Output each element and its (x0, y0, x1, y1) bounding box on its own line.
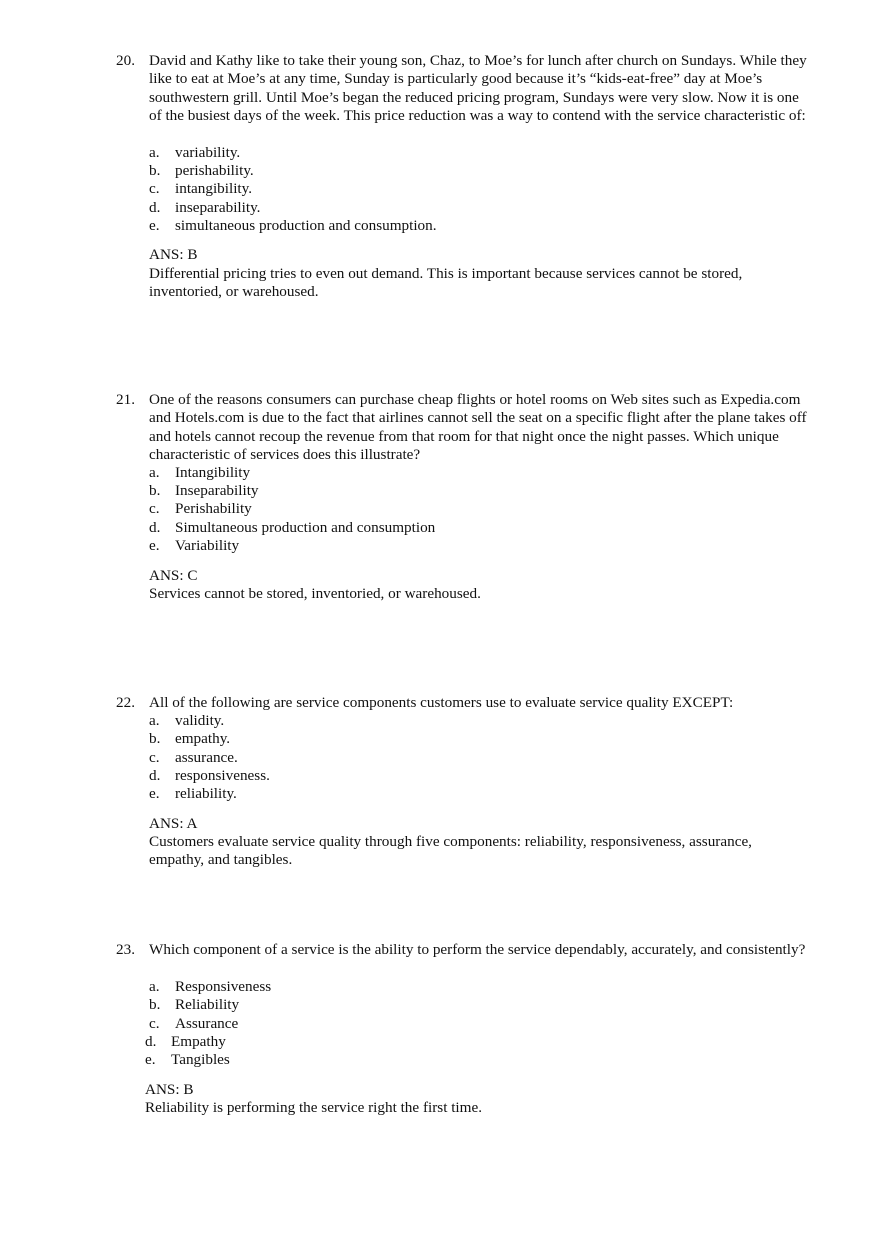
question-number: 20. (116, 52, 135, 69)
option-letter: a. (149, 712, 160, 729)
option-text: Simultaneous production and consumption (175, 519, 436, 536)
answer-explanation: Reliability is performing the service right the first time. (145, 1099, 482, 1116)
option-text: Empathy (171, 1033, 226, 1050)
option-letter: b. (149, 730, 161, 747)
option-letter: d. (149, 767, 161, 784)
option-text: intangibility. (175, 180, 253, 197)
question-text: Which component of a service is the ability to perform the service dependably, accurately, and consistently? (149, 941, 806, 958)
option-text: simultaneous production and consumption. (175, 217, 437, 234)
option-letter: d. (149, 199, 161, 216)
option-text: Responsiveness (175, 978, 272, 995)
option-text: inseparability. (175, 199, 261, 216)
option-letter: c. (149, 180, 160, 197)
answer-key: ANS: B (145, 1081, 194, 1098)
question-number: 22. (116, 694, 135, 711)
option-text: Reliability (175, 996, 240, 1013)
answer-explanation: Differential pricing tries to even out demand. This is important because services cannot be stored, inventoried, or warehoused. (149, 265, 743, 301)
option-text: variability. (175, 144, 241, 161)
option-letter: a. (149, 144, 160, 161)
answer-key: ANS: B (149, 246, 198, 263)
answer-key: ANS: C (149, 567, 198, 584)
option-letter: a. (149, 978, 160, 995)
option-text: Intangibility (175, 464, 251, 481)
answer-key: ANS: A (149, 815, 198, 832)
option-text: Tangibles (171, 1051, 230, 1068)
option-letter: e. (145, 1051, 156, 1068)
option-text: responsiveness. (175, 767, 270, 784)
option-letter: e. (149, 217, 160, 234)
question-text: All of the following are service components customers use to evaluate service quality EXCEPT: (149, 694, 734, 711)
question-text: One of the reasons consumers can purchase cheap flights or hotel rooms on Web sites such as Expedia.com and Hotels.com is due to the fact that airlines cannot sell the seat on a specific flight after the plane takes off and hotels cannot recoup the revenue from that room for that night once the night passes. Which unique characteristic of services does this illustrate? (149, 391, 807, 464)
option-letter: b. (149, 996, 161, 1013)
option-letter: b. (149, 482, 161, 499)
option-text: Inseparability (175, 482, 259, 499)
answer-explanation: Services cannot be stored, inventoried, or warehoused. (149, 585, 481, 602)
option-letter: e. (149, 537, 160, 554)
option-letter: c. (149, 749, 160, 766)
option-letter: c. (149, 1015, 160, 1032)
option-letter: d. (149, 519, 161, 536)
option-text: Assurance (175, 1015, 239, 1032)
option-text: Perishability (175, 500, 252, 517)
option-text: empathy. (175, 730, 231, 747)
option-text: perishability. (175, 162, 254, 179)
option-letter: d. (145, 1033, 157, 1050)
option-letter: c. (149, 500, 160, 517)
option-letter: e. (149, 785, 160, 802)
option-letter: a. (149, 464, 160, 481)
option-text: assurance. (175, 749, 238, 766)
answer-explanation: Customers evaluate service quality through five components: reliability, responsiveness, assurance, empathy, and tangibles. (149, 833, 752, 869)
question-number: 23. (116, 941, 135, 958)
question-text: David and Kathy like to take their young son, Chaz, to Moe’s for lunch after church on Sundays. While they like to eat at Moe’s at any time, Sunday is particularly good because it’s “kids-eat-free” day at Moe’s southwestern grill. Until Moe’s began the reduced pricing program, Sundays were very slow. Now it is one of the busiest days of the week. This price reduction was a way to contend with the service characteristic of: (149, 52, 807, 125)
question-number: 21. (116, 391, 135, 408)
option-letter: b. (149, 162, 161, 179)
option-text: reliability. (175, 785, 237, 802)
option-text: Variability (175, 537, 240, 554)
option-text: validity. (175, 712, 225, 729)
